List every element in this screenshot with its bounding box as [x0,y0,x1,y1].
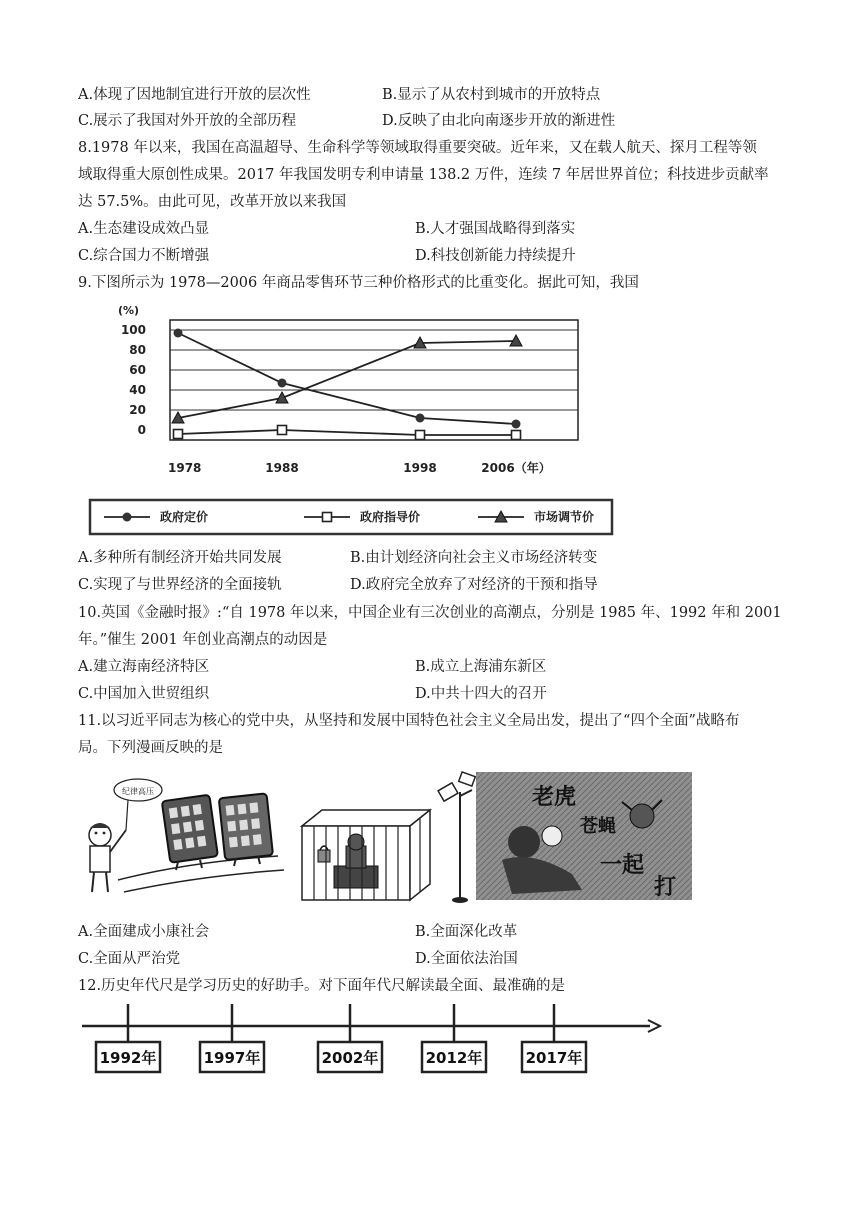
q10-option-b: B.成立上海浦东新区 [415,659,547,675]
chart-point [174,329,183,338]
timeline-year-label: 1992年 [99,1049,157,1067]
chart-x-tick-label: 1998 [403,461,437,475]
q11-option-d: D.全面依法治国 [415,951,518,967]
q10-option-d: D.中共十四大的召开 [415,686,547,702]
q7-option-d: D.反映了由北向南逐步开放的渐进性 [382,113,616,129]
cartoon-sign-text: 纪律高压 [122,787,154,796]
chart-point [512,420,521,429]
q7-option-b: B.显示了从农村到城市的开放特点 [382,87,601,103]
q10-stem-line-1: 10.英国《金融时报》:“自 1978 年以来，中国企业有三次创业的高潮点，分别是 1985 年、1992 年和 2001 [78,605,782,621]
chart-point [512,431,521,440]
chart-legend-label: 市场调节价 [534,510,595,524]
chart-point [416,431,425,440]
q9-option-c: C.实现了与世界经济的全面接轨 [78,577,282,593]
timeline-year-label: 1997年 [203,1049,261,1067]
q7-option-a: A.体现了因地制宜进行开放的层次性 [78,87,311,103]
q12-timeline [78,1002,668,1088]
chart-y-tick-label: 80 [129,343,146,357]
q9-stem: 9.下图所示为 1978—2006 年商品零售环节三种价格形式的比重变化。据此可知，我国 [78,275,639,291]
chart-y-tick-label: 40 [129,383,146,397]
q9-option-b: B.由计划经济向社会主义市场经济转变 [350,550,598,566]
timeline-year-label: 2017年 [525,1049,583,1067]
q11-cartoon-cage [294,808,434,908]
timeline-year-label: 2012年 [425,1049,483,1067]
q9-chart [86,298,626,542]
q8-option-b: B.人才强国战略得到落实 [415,221,576,237]
q8-option-a: A.生态建设成效凸显 [78,221,210,237]
chart-y-tick-label: 60 [129,363,146,377]
chart-x-tick-label: 2006（年） [481,461,551,475]
chart-point [276,392,288,403]
chart-series-line-2 [178,430,516,435]
q8-stem-line-1: 8.1978 年以来，我国在高温超导、生命科学等领域取得重要突破。近年来，又在载人航天、探月工程等领 [78,140,757,156]
chart-legend-label: 政府指导价 [360,510,421,524]
q11-option-b: B.全面深化改革 [415,924,518,940]
chart-point [416,414,425,423]
q11-option-c: C.全面从严治党 [78,951,181,967]
q8-option-c: C.综合国力不断增强 [78,248,210,264]
cartoon-text-together: 一起 [600,853,645,878]
q8-stem-line-2: 域取得重大原创性成果。2017 年我国发明专利申请量 138.2 万件，连续 7 年居世界首位；科技进步贡献率 [78,167,769,183]
q12-stem: 12.历史年代尺是学习历史的好助手。对下面年代尺解读最全面、最准确的是 [78,978,566,994]
q9-option-d: D.政府完全放弃了对经济的干预和指导 [350,577,598,593]
chart-point [278,379,287,388]
q11-cartoon-discipline [78,770,290,909]
chart-point [174,430,183,439]
chart-x-tick-label: 1988 [265,461,299,475]
q10-stem-line-2: 年。”催生 2001 年创业高潮点的动因是 [78,632,328,648]
chart-legend-marker [123,513,132,522]
chart-y-tick-label: 0 [137,423,146,437]
q11-cartoon-tiger-flies [432,770,694,909]
q11-stem-line-1: 11.以习近平同志为核心的党中央，从坚持和发展中国特色社会主义全局出发，提出了“四个全面”战略布 [78,713,740,729]
chart-y-axis-label: (%) [118,304,140,317]
q10-option-a: A.建立海南经济特区 [78,659,210,675]
timeline-year-label: 2002年 [321,1049,379,1067]
chart-legend-label: 政府定价 [160,510,209,524]
chart-x-tick-label: 1978 [168,461,202,475]
q9-option-a: A.多种所有制经济开始共同发展 [78,550,282,566]
q11-option-a: A.全面建成小康社会 [78,924,210,940]
chart-y-tick-label: 20 [129,403,146,417]
chart-point [278,426,287,435]
chart-legend-marker [323,513,332,522]
chart-series-line-3 [178,341,516,418]
q8-stem-line-3: 达 57.5%。由此可见，改革开放以来我国 [78,194,347,210]
cartoon-text-flies: 苍蝇 [580,816,616,837]
q10-option-c: C.中国加入世贸组织 [78,686,210,702]
q8-option-d: D.科技创新能力持续提升 [415,248,576,264]
q7-option-c: C.展示了我国对外开放的全部历程 [78,113,297,129]
cartoon-text-hit: 打 [654,875,677,900]
q11-stem-line-2: 局。下列漫画反映的是 [78,740,223,756]
cartoon-text-tiger: 老虎 [532,785,577,810]
chart-y-tick-label: 100 [120,323,146,337]
